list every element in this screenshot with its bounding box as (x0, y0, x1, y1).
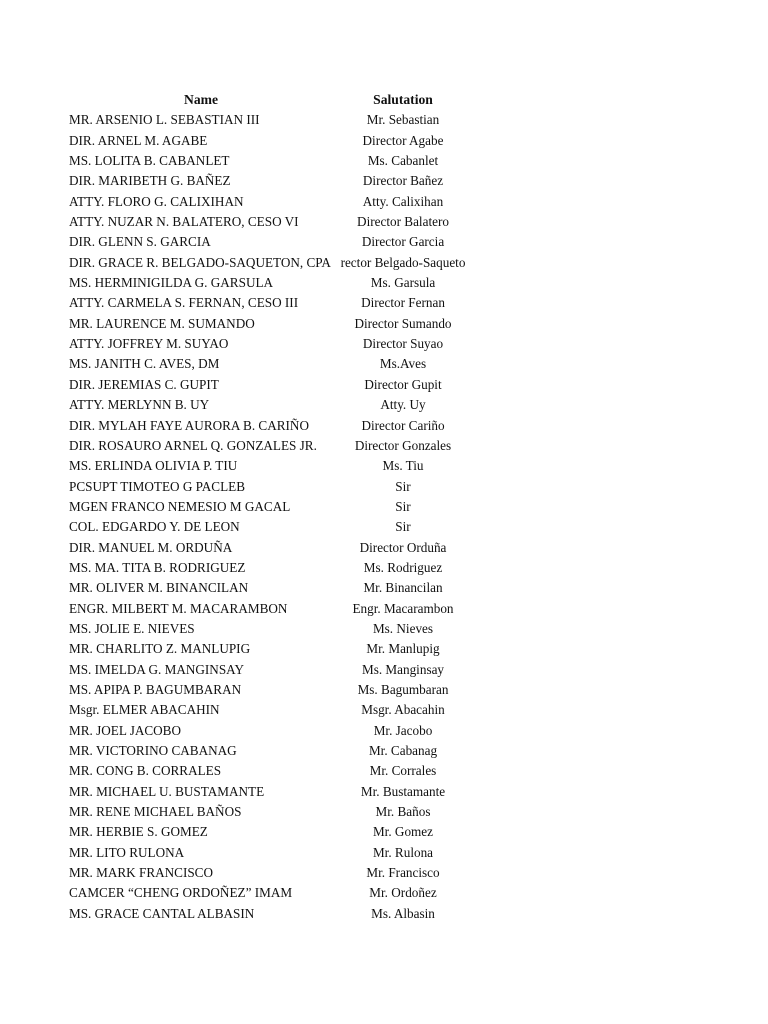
table-row (0, 741, 768, 761)
salutation-text: Mr. Ordoñez (369, 885, 437, 901)
salutation-text: Director Gupit (364, 376, 442, 392)
table-row (0, 314, 768, 334)
table-row (0, 171, 768, 191)
name-cell: ATTY. MERLYNN B. UY (69, 397, 210, 413)
salutation-cell (337, 273, 469, 293)
salutation-text: Director Gonzales (354, 437, 452, 453)
salutation-cell (337, 456, 469, 476)
salutation-text: Ms.Aves (379, 356, 427, 372)
name-salutation-table (0, 90, 768, 924)
salutation-text: Director Balatero (357, 214, 449, 230)
header-name-cell (0, 90, 337, 110)
salutation-cell (337, 375, 469, 395)
table-row (0, 802, 768, 822)
salutation-cell (337, 334, 469, 354)
name-cell: ATTY. FLORO G. CALIXIHAN (69, 193, 244, 209)
salutation-cell (337, 680, 469, 700)
name-cell: DIR. MYLAH FAYE AURORA B. CARIÑO (69, 417, 309, 433)
salutation-cell (337, 253, 469, 273)
name-cell: Msgr. ELMER ABACAHIN (69, 702, 220, 718)
name-cell: MS. HERMINIGILDA G. GARSULA (69, 275, 274, 291)
salutation-text: Mr. Cabanag (368, 743, 438, 758)
table-row (0, 863, 768, 883)
table-row (0, 192, 768, 212)
table-row (0, 456, 768, 476)
salutation-cell (337, 497, 469, 517)
salutation-cell (337, 700, 469, 720)
salutation-cell (337, 293, 469, 313)
name-cell: MR. CONG B. CORRALES (69, 763, 222, 779)
salutation-text: Msgr. Abacahin (361, 702, 445, 718)
name-cell: MS. JOLIE E. NIEVES (69, 620, 195, 636)
table-row (0, 293, 768, 313)
salutation-text: Director Orduña (359, 539, 447, 555)
header-salutation-cell (337, 90, 469, 110)
salutation-cell (337, 212, 469, 232)
salutation-cell (337, 599, 469, 619)
salutation-text: Sir (395, 478, 411, 494)
salutation-text: Director Fernan (361, 295, 445, 311)
table-row (0, 477, 768, 497)
table-row (0, 619, 768, 639)
salutation-text: Mr. Bustamante (360, 783, 446, 799)
name-cell: MR. MICHAEL U. BUSTAMANTE (69, 783, 265, 799)
table-body (0, 110, 768, 924)
name-cell: MR. JOEL JACOBO (69, 722, 181, 738)
name-cell: PCSUPT TIMOTEO G PACLEB (69, 478, 245, 494)
name-cell: MR. MARK FRANCISCO (69, 865, 214, 881)
salutation-cell (337, 639, 469, 659)
table-row (0, 253, 768, 273)
name-cell: MR. LAURENCE M. SUMANDO (69, 315, 255, 331)
table-row (0, 883, 768, 903)
name-cell: ATTY. NUZAR N. BALATERO, CESO VI (69, 214, 299, 230)
salutation-text: Ms. Manginsay (361, 661, 445, 677)
salutation-text: Ms. Albasin (371, 905, 435, 921)
salutation-cell (337, 232, 469, 252)
salutation-cell (337, 761, 469, 781)
salutation-cell (337, 192, 469, 212)
name-cell: MS. LOLITA B. CABANLET (69, 153, 230, 169)
salutation-cell (337, 314, 469, 334)
salutation-cell (337, 660, 469, 680)
name-cell: DIR. MARIBETH G. BAÑEZ (69, 173, 231, 189)
salutation-cell (337, 110, 469, 130)
salutation-text: Mr. Binancilan (363, 580, 443, 596)
salutation-text: Director Bañez (362, 173, 444, 189)
salutation-text: Director Agabe (362, 132, 444, 148)
name-cell: DIR. MANUEL M. ORDUÑA (69, 539, 233, 555)
salutation-cell (337, 131, 469, 151)
table-row (0, 110, 768, 130)
salutation-text: Ms. Bagumbaran (357, 681, 449, 697)
salutation-text: Mr. Baños (375, 804, 431, 820)
name-cell: MR. RENE MICHAEL BAÑOS (69, 804, 242, 820)
table-row (0, 416, 768, 436)
name-cell: DIR. GRACE R. BELGADO-SAQUETON, CPA (69, 254, 331, 270)
salutation-text: Mr. Jacobo (373, 722, 433, 738)
salutation-cell (337, 883, 469, 903)
name-cell: MS. ERLINDA OLIVIA P. TIU (69, 458, 238, 474)
table-row (0, 354, 768, 374)
table-row (0, 151, 768, 171)
table-row (0, 761, 768, 781)
salutation-cell (337, 538, 469, 558)
name-cell: MR. CHARLITO Z. MANLUPIG (69, 641, 251, 657)
name-cell: DIR. GLENN S. GARCIA (69, 234, 211, 250)
salutation-cell (337, 721, 469, 741)
name-cell: CAMCER “CHENG ORDOÑEZ” IMAM (69, 885, 293, 901)
name-cell: MR. ARSENIO L. SEBASTIAN III (69, 112, 260, 128)
name-cell: COL. EDGARDO Y. DE LEON (69, 519, 240, 535)
salutation-text: Ms. Rodriguez (363, 559, 443, 575)
name-cell: MS. MA. TITA B. RODRIGUEZ (69, 559, 246, 575)
name-cell: DIR. JEREMIAS C. GUPIT (69, 376, 219, 392)
table-row (0, 517, 768, 537)
table-header-row (0, 90, 768, 110)
table-row (0, 904, 768, 924)
table-row (0, 334, 768, 354)
salutation-cell (337, 822, 469, 842)
salutation-cell (337, 558, 469, 578)
name-cell: ATTY. CARMELA S. FERNAN, CESO III (69, 295, 299, 311)
table-row (0, 660, 768, 680)
salutation-text: Mr. Corrales (369, 763, 437, 779)
table-row (0, 700, 768, 720)
salutation-cell (337, 151, 469, 171)
header-name-label: Name (184, 92, 218, 107)
salutation-text: Ms. Cabanlet (367, 153, 439, 169)
table-row (0, 436, 768, 456)
table-row (0, 131, 768, 151)
salutation-cell (337, 517, 469, 537)
name-cell: MS. APIPA P. BAGUMBARAN (69, 681, 242, 697)
salutation-cell (337, 741, 469, 761)
name-cell: MR. VICTORINO CABANAG (69, 743, 237, 758)
salutation-text: Mr. Manlupig (366, 641, 440, 657)
salutation-cell (337, 395, 469, 415)
table-row (0, 599, 768, 619)
table-row (0, 721, 768, 741)
table-row (0, 822, 768, 842)
salutation-cell (337, 843, 469, 863)
salutation-text: Engr. Macarambon (352, 600, 454, 616)
table-row (0, 395, 768, 415)
table-row (0, 680, 768, 700)
name-cell: MR. OLIVER M. BINANCILAN (69, 580, 249, 596)
name-cell: MR. LITO RULONA (69, 844, 185, 860)
salutation-text: Ms. Garsula (370, 275, 436, 291)
salutation-text: Director Sumando (354, 315, 452, 331)
name-cell: ATTY. JOFFREY M. SUYAO (69, 336, 229, 352)
name-cell: ENGR. MILBERT M. MACARAMBON (69, 600, 288, 616)
name-cell: MS. GRACE CANTAL ALBASIN (69, 905, 255, 921)
salutation-text: Director Garcia (361, 234, 445, 250)
table-row (0, 375, 768, 395)
salutation-cell (337, 354, 469, 374)
table-row (0, 782, 768, 802)
salutation-cell (337, 416, 469, 436)
table-row (0, 639, 768, 659)
salutation-text: Sir (395, 498, 411, 514)
salutation-text: Director Suyao (362, 336, 444, 352)
salutation-text: Ms. Nieves (372, 620, 434, 636)
salutation-text: Mr. Sebastian (366, 112, 440, 128)
table-row (0, 578, 768, 598)
table-row (0, 232, 768, 252)
table-row (0, 212, 768, 232)
salutation-cell (337, 171, 469, 191)
salutation-text: Atty. Calixihan (362, 193, 444, 209)
table-row (0, 538, 768, 558)
salutation-text: Sir (395, 519, 411, 535)
name-cell: DIR. ROSAURO ARNEL Q. GONZALES JR. (69, 437, 317, 453)
header-salutation-label: Salutation (373, 92, 433, 107)
salutation-cell (337, 782, 469, 802)
salutation-cell (337, 619, 469, 639)
table-row (0, 558, 768, 578)
name-cell: MS. JANITH C. AVES, DM (69, 356, 220, 372)
salutation-cell (337, 436, 469, 456)
salutation-cell (337, 477, 469, 497)
salutation-text: Atty. Uy (380, 397, 426, 413)
name-cell: DIR. ARNEL M. AGABE (69, 132, 208, 148)
salutation-cell (337, 904, 469, 924)
salutation-cell (337, 863, 469, 883)
name-cell: MS. IMELDA G. MANGINSAY (69, 661, 244, 677)
salutation-cell (337, 802, 469, 822)
salutation-text: rector Belgado-Saqueto (340, 254, 466, 270)
table-row (0, 843, 768, 863)
salutation-text: Mr. Francisco (366, 865, 440, 881)
table-row (0, 497, 768, 517)
name-cell: MGEN FRANCO NEMESIO M GACAL (69, 498, 291, 514)
table-row (0, 273, 768, 293)
salutation-text: Director Cariño (361, 417, 445, 433)
name-cell: MR. HERBIE S. GOMEZ (69, 824, 208, 840)
salutation-cell (337, 578, 469, 598)
salutation-text: Ms. Tiu (382, 458, 424, 474)
salutation-text: Mr. Rulona (372, 844, 434, 860)
salutation-text: Mr. Gomez (372, 824, 434, 840)
